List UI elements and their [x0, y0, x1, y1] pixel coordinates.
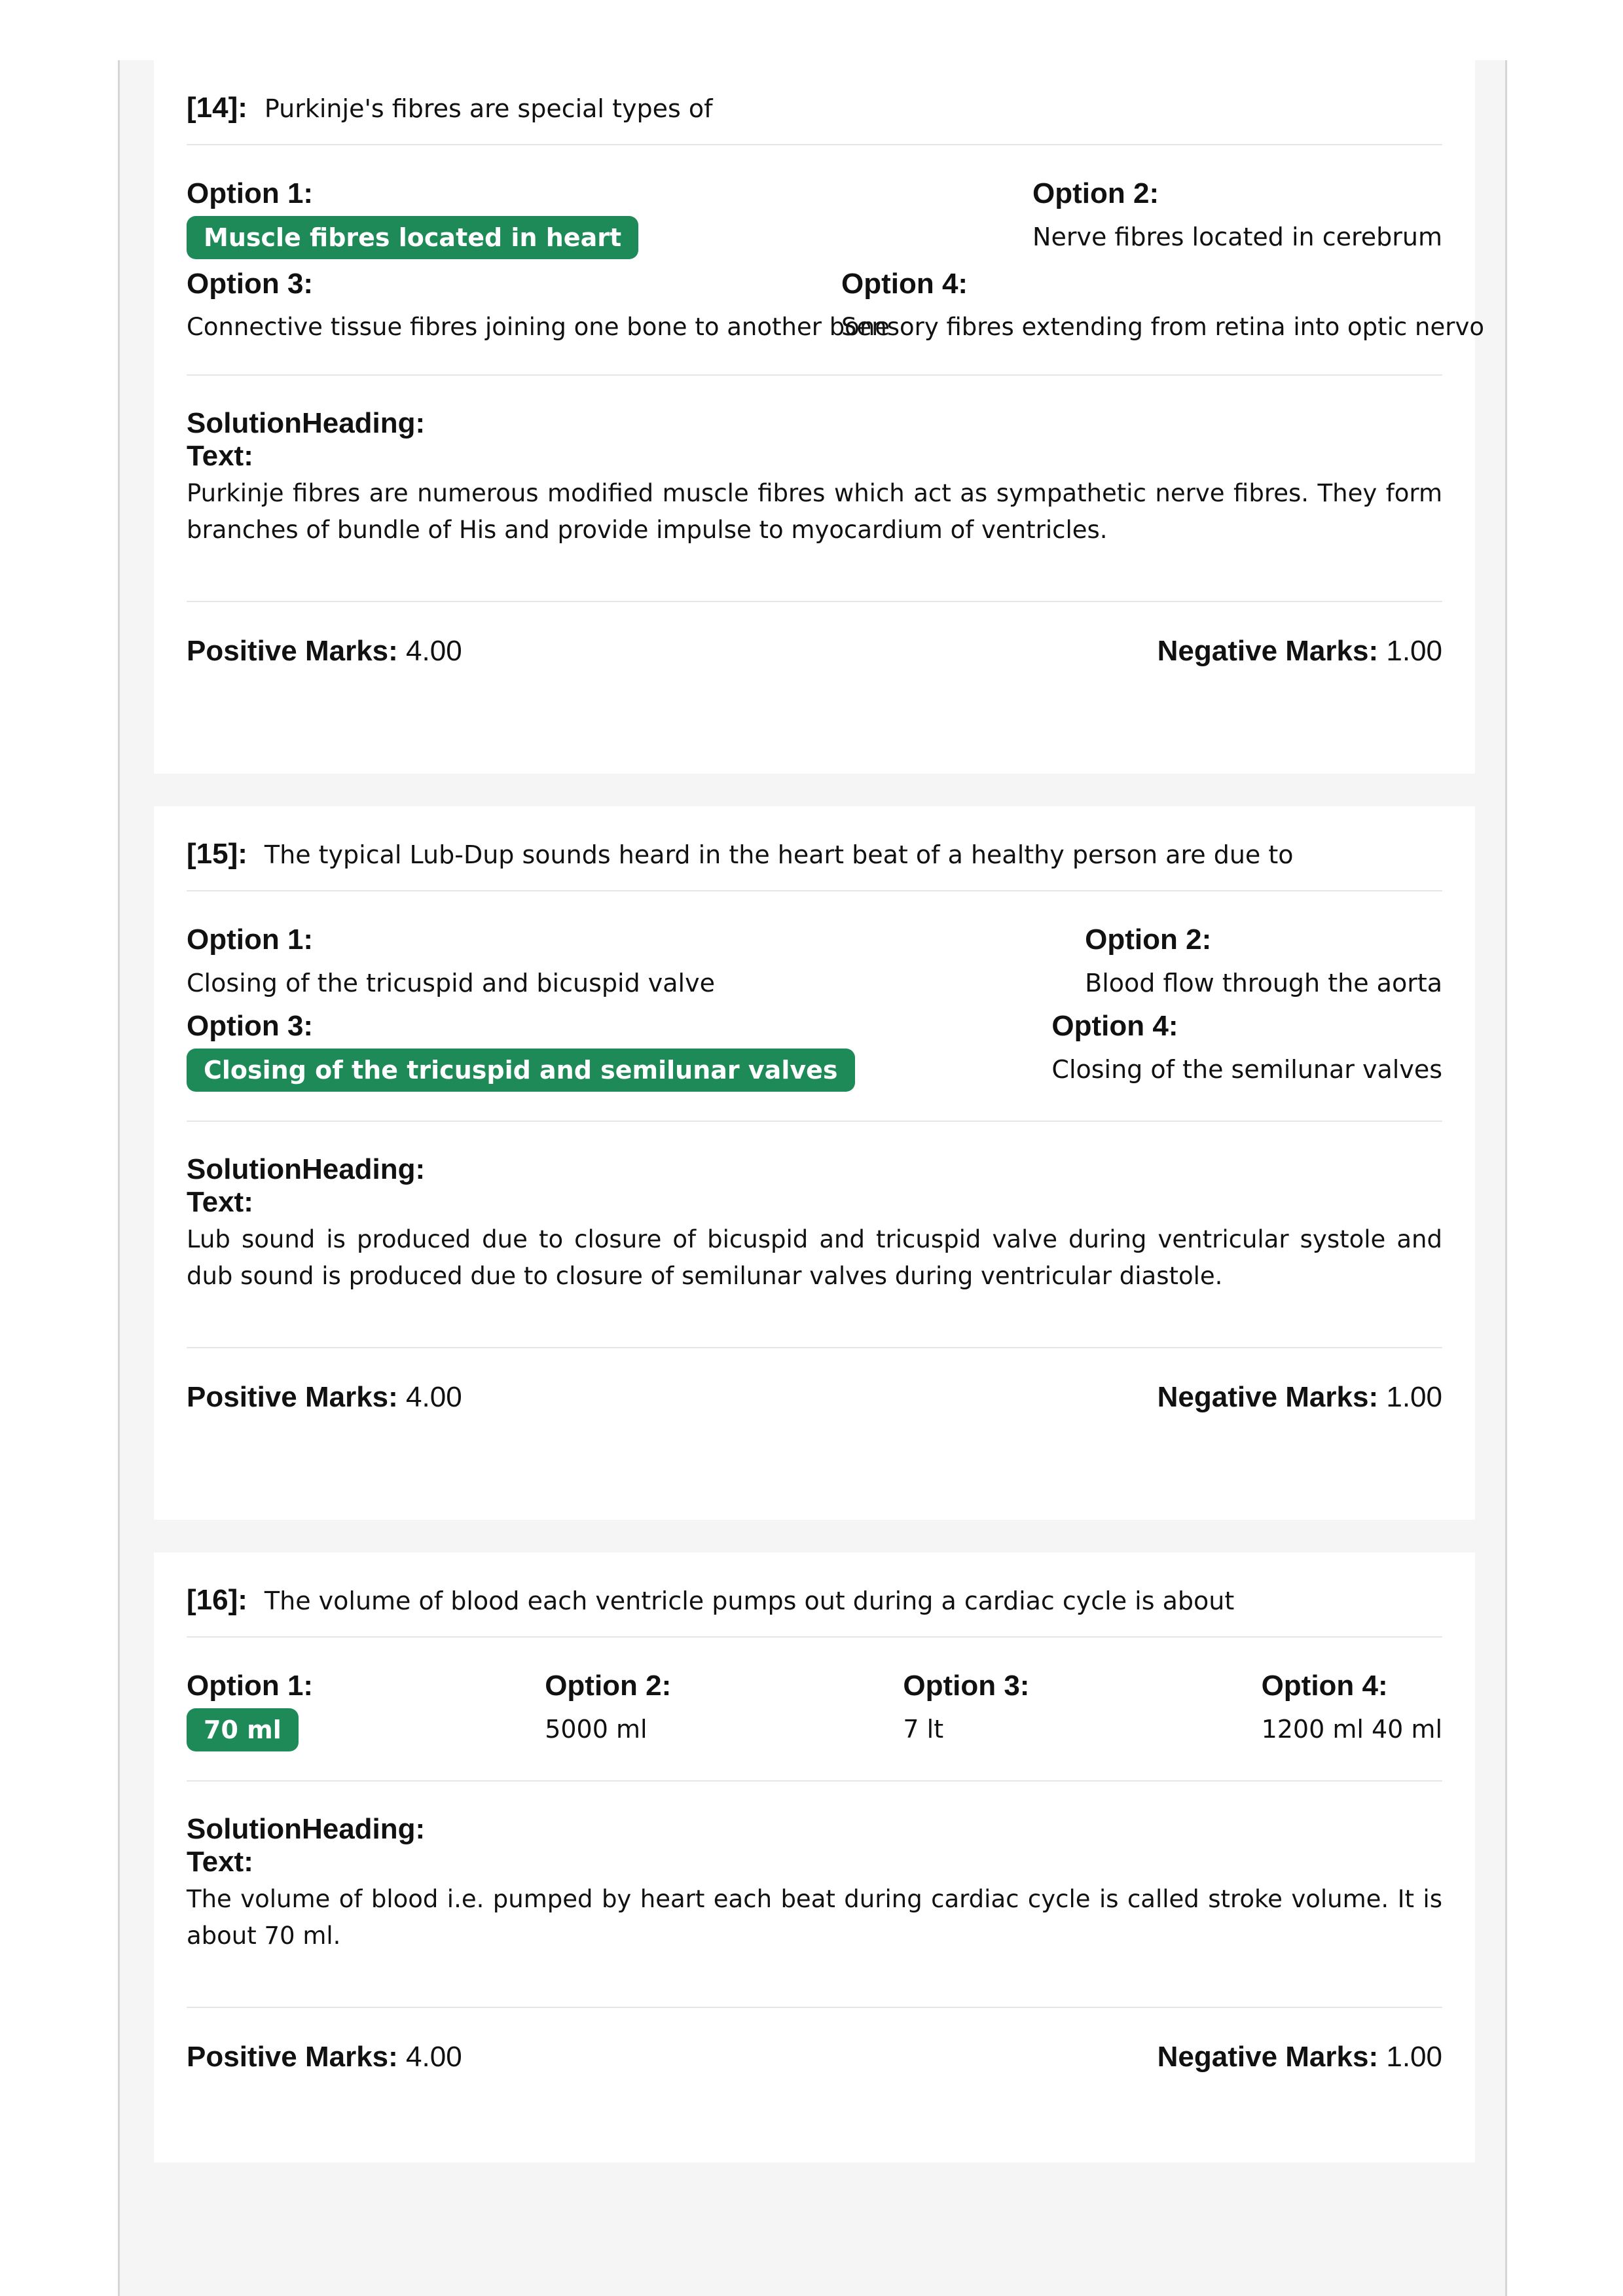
negative-marks-value: 1.00	[1386, 635, 1442, 667]
solution-text-label: Text:	[187, 1186, 253, 1218]
option-4[interactable]	[1051, 1008, 1442, 1088]
option-3[interactable]	[187, 1008, 855, 1092]
option-label: Option 4:	[1261, 1670, 1388, 1702]
solution-heading: SolutionHeading:	[187, 1153, 426, 1185]
question-text: Purkinje's fibres are special types of	[264, 94, 713, 123]
page-sheet	[118, 60, 1507, 2296]
solution-heading: SolutionHeading:	[187, 407, 426, 439]
question-text: The volume of blood each ventricle pumps out during a cardiac cycle is about	[264, 1587, 1235, 1615]
option-label: Option 3:	[903, 1670, 1030, 1702]
option-label: Option 4:	[1051, 1010, 1178, 1042]
positive-marks	[187, 635, 462, 668]
negative-marks	[1158, 635, 1442, 668]
option-value: 7 lt	[903, 1715, 944, 1744]
question-header	[187, 1552, 1442, 1636]
option-2[interactable]	[1085, 922, 1442, 1001]
option-4[interactable]	[1262, 1668, 1442, 1748]
positive-marks-value: 4.00	[406, 635, 462, 667]
option-3[interactable]	[187, 266, 890, 346]
solution-text: The volume of blood i.e. pumped by heart each beat during cardiac cycle is called stroke volume. It is about 70 ml.	[187, 1885, 1442, 1950]
marks-row	[187, 1348, 1442, 1446]
question-number: [14]:	[187, 92, 247, 124]
solution-block	[187, 1122, 1442, 1347]
negative-marks-label: Negative Marks:	[1157, 1381, 1379, 1413]
question-number: [15]:	[187, 838, 247, 870]
question-header	[187, 806, 1442, 890]
option-3[interactable]	[903, 1668, 1261, 1748]
options-row	[187, 175, 1442, 259]
option-label: Option 3:	[187, 268, 314, 300]
option-2[interactable]	[1032, 175, 1442, 255]
option-label: Option 2:	[545, 1670, 672, 1702]
positive-marks-label: Positive Marks:	[187, 1381, 398, 1413]
negative-marks-value: 1.00	[1386, 1381, 1442, 1413]
options-row	[187, 922, 1442, 1001]
positive-marks-label: Positive Marks:	[187, 2041, 398, 2073]
option-1[interactable]	[187, 1668, 545, 1751]
option-value: 5000 ml	[545, 1715, 647, 1744]
option-value-correct: 70 ml	[187, 1708, 299, 1751]
negative-marks-label: Negative Marks:	[1157, 635, 1379, 667]
positive-marks	[187, 1381, 462, 1414]
solution-heading: SolutionHeading:	[187, 1813, 426, 1845]
solution-block	[187, 1782, 1442, 2007]
negative-marks	[1158, 1381, 1442, 1414]
solution-text-label: Text:	[187, 1846, 253, 1878]
question-text: The typical Lub-Dup sounds heard in the heart beat of a healthy person are due to	[264, 840, 1294, 869]
option-value: Nerve fibres located in cerebrum	[1032, 223, 1442, 251]
option-value: Closing of the tricuspid and bicuspid valve	[187, 969, 715, 997]
positive-marks-value: 4.00	[406, 1381, 462, 1413]
options-row	[187, 1008, 1442, 1092]
negative-marks	[1158, 2041, 1442, 2073]
option-1[interactable]	[187, 922, 715, 1001]
question-header	[187, 60, 1442, 144]
question-number: [16]:	[187, 1584, 247, 1616]
marks-row	[187, 2008, 1442, 2106]
options-row	[187, 266, 1484, 346]
option-value: 1200 ml 40 ml	[1261, 1715, 1443, 1744]
options-block	[187, 145, 1484, 374]
option-label: Option 1:	[187, 924, 314, 956]
option-label: Option 4:	[841, 268, 968, 300]
option-1[interactable]	[187, 175, 638, 259]
question-card-15	[154, 806, 1475, 1520]
solution-text: Lub sound is produced due to closure of bicuspid and tricuspid valve during ventricular systole and dub sound is produced due to closure of semilunar valves during ventricular diastole.	[187, 1225, 1442, 1290]
negative-marks-label: Negative Marks:	[1157, 2041, 1379, 2073]
option-value-correct: Closing of the tricuspid and semilunar valves	[187, 1049, 855, 1092]
option-label: Option 3:	[187, 1010, 314, 1042]
option-label: Option 1:	[187, 177, 314, 209]
option-value-correct: Muscle fibres located in heart	[187, 216, 638, 259]
option-label: Option 2:	[1085, 924, 1212, 956]
solution-text: Purkinje fibres are numerous modified muscle fibres which act as sympathetic nerve fibres. They form branches of bundle of His and provide impulse to myocardium of ventricles.	[187, 479, 1442, 544]
question-card-14	[154, 60, 1484, 774]
options-block	[187, 1638, 1442, 1780]
option-2[interactable]	[545, 1668, 903, 1748]
option-4[interactable]	[841, 266, 1484, 346]
option-value: Closing of the semilunar valves	[1051, 1055, 1442, 1084]
option-label: Option 1:	[187, 1670, 314, 1702]
positive-marks-value: 4.00	[406, 2041, 462, 2073]
option-value: Connective tissue fibres joining one bone to another bone	[187, 313, 890, 341]
positive-marks	[187, 2041, 462, 2073]
options-block	[187, 891, 1442, 1121]
question-card-16	[154, 1552, 1475, 2162]
option-label: Option 2:	[1032, 177, 1159, 209]
solution-block	[187, 376, 1442, 601]
options-row	[187, 1668, 1442, 1751]
option-value: Sensory fibres extending from retina into optic nervo	[841, 313, 1484, 341]
positive-marks-label: Positive Marks:	[187, 635, 398, 667]
marks-row	[187, 602, 1442, 700]
solution-text-label: Text:	[187, 440, 253, 472]
option-value: Blood flow through the aorta	[1085, 969, 1442, 997]
negative-marks-value: 1.00	[1386, 2041, 1442, 2073]
